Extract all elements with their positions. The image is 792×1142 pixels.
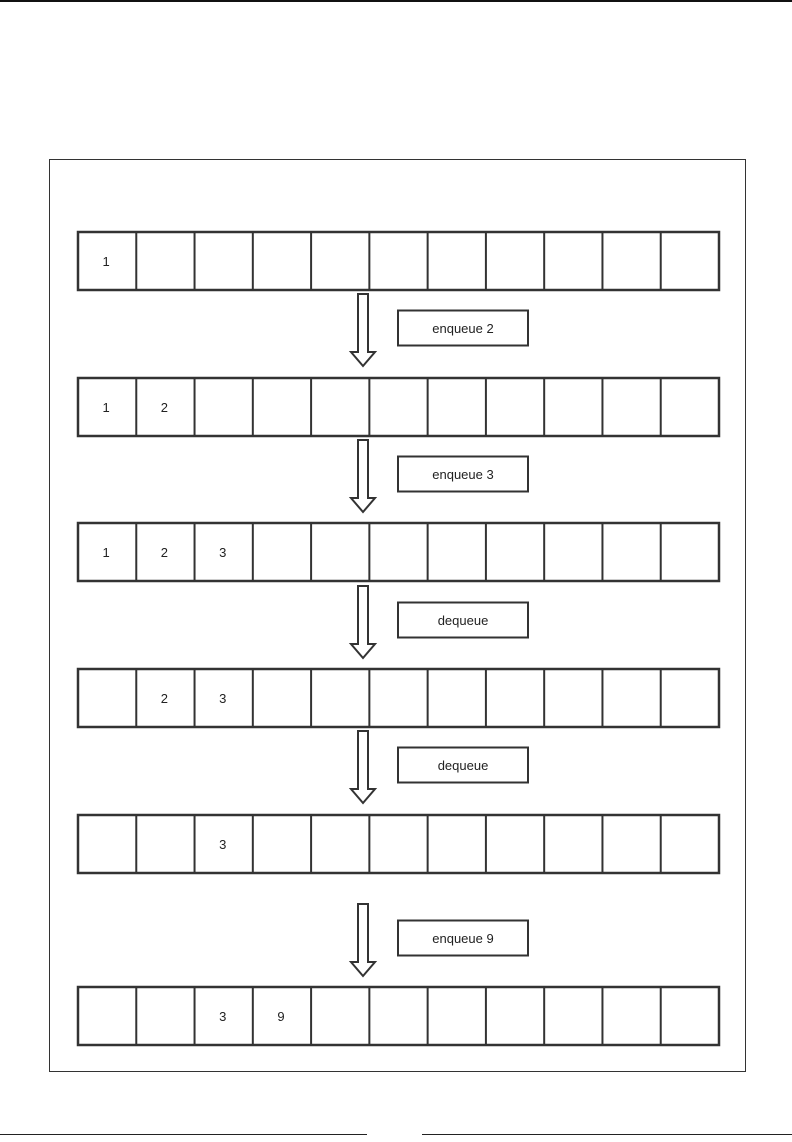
operation-step bbox=[351, 731, 528, 803]
operation-label: dequeue bbox=[437, 758, 489, 773]
queue-cell-value: 1 bbox=[102, 254, 110, 269]
operation-label: enqueue 2 bbox=[432, 321, 494, 336]
operation-step bbox=[351, 904, 528, 976]
queue-row-outline bbox=[78, 523, 719, 581]
queue-cell-value: 3 bbox=[219, 1009, 227, 1024]
operation-label: enqueue 3 bbox=[432, 467, 494, 482]
queue-cell-value: 2 bbox=[160, 545, 169, 560]
down-arrow-icon bbox=[351, 294, 375, 366]
queue-cell-value: 3 bbox=[219, 837, 227, 852]
down-arrow-icon bbox=[351, 731, 375, 803]
footer-rule-left bbox=[0, 1134, 367, 1135]
queue-row-outline bbox=[78, 987, 719, 1045]
queue-row-outline bbox=[78, 378, 719, 436]
queue-cell-value: 3 bbox=[219, 545, 227, 560]
queue-cell-value: 1 bbox=[102, 545, 110, 560]
operation-step bbox=[351, 294, 528, 366]
down-arrow-icon bbox=[351, 904, 375, 976]
operation-step bbox=[351, 586, 528, 658]
queue-row-outline bbox=[78, 232, 719, 290]
queue-state-row bbox=[78, 232, 719, 290]
queue-cell-value: 2 bbox=[160, 691, 169, 706]
down-arrow-icon bbox=[351, 586, 375, 658]
down-arrow-icon bbox=[351, 440, 375, 512]
queue-state-row bbox=[78, 815, 719, 873]
queue-row-outline bbox=[78, 815, 719, 873]
queue-state-row bbox=[78, 669, 719, 727]
queue-state-row bbox=[78, 378, 719, 436]
queue-cell-value: 9 bbox=[277, 1009, 285, 1024]
queue-state-row bbox=[78, 987, 719, 1045]
operation-label: dequeue bbox=[437, 613, 489, 628]
queue-cell-value: 1 bbox=[102, 400, 110, 415]
queue-row-outline bbox=[78, 669, 719, 727]
queue-state-row bbox=[78, 523, 719, 581]
queue-cell-value: 2 bbox=[160, 400, 169, 415]
operation-label: enqueue 9 bbox=[432, 931, 494, 946]
operation-step bbox=[351, 440, 528, 512]
footer-rule-right bbox=[422, 1134, 792, 1135]
queue-cell-value: 3 bbox=[219, 691, 227, 706]
